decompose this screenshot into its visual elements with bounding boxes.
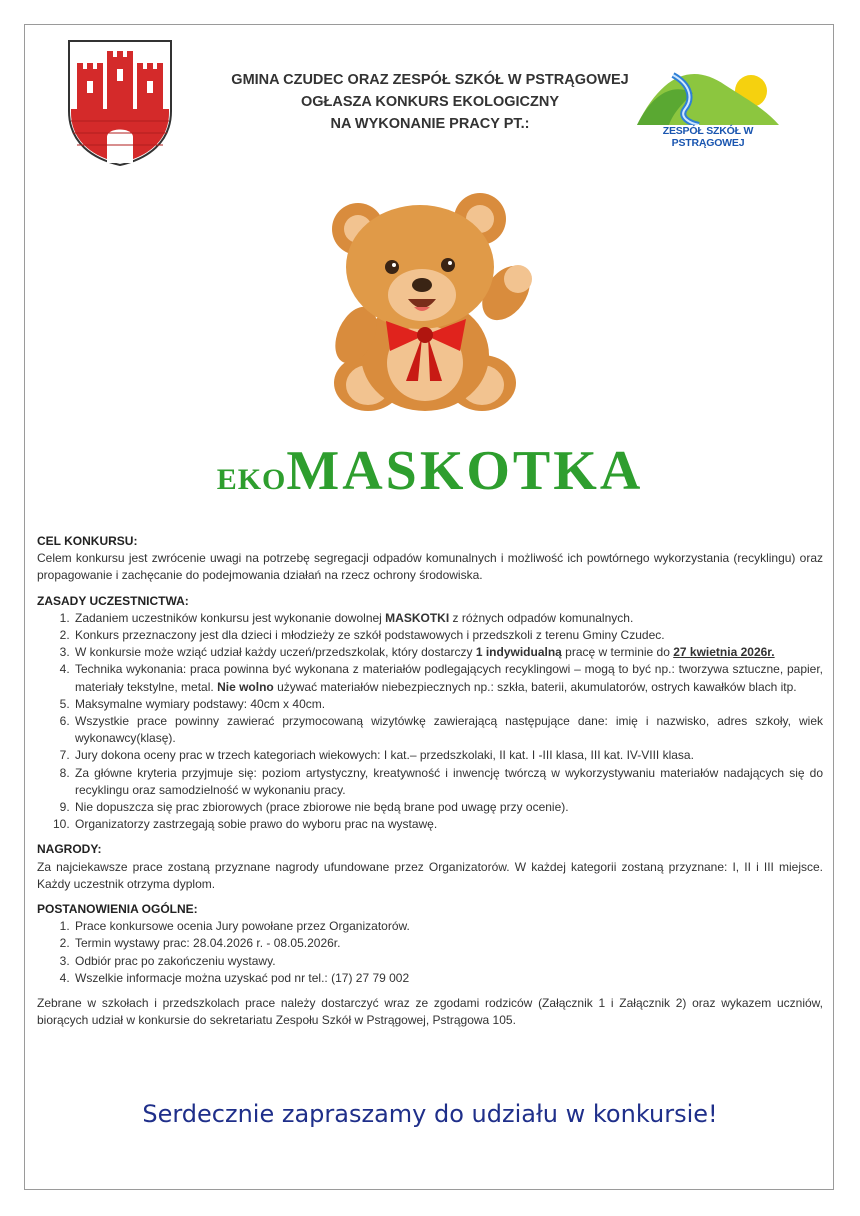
zasady-item-5: 5. Maksymalne wymiary podstawy: 40cm x 40cm.: [73, 696, 823, 713]
heading-cel: CEL KONKURSU:: [37, 534, 138, 548]
header-line-3: NA WYKONANIE PRACY PT.:: [330, 116, 530, 132]
postanowienia-list: [37, 918, 823, 987]
postanowienia-item: 1. Prace konkursowe ocenia Jury powołane przez Organizatorów.: [73, 918, 823, 935]
poster-header: [175, 69, 685, 135]
title-prefix: EKO: [216, 463, 287, 496]
poster-page: [24, 24, 834, 1190]
section-nagrody: [37, 841, 823, 893]
title-main: MASKOTKA: [286, 440, 644, 502]
header-line-1: GMINA CZUDEC ORAZ ZESPÓŁ SZKÓŁ W PSTRĄGOWEJ: [231, 72, 629, 88]
zasady-item-9: 9. Nie dopuszcza się prac zbiorowych (prace zbiorowe nie będą brane pod uwagę przy ocenie).: [73, 799, 823, 816]
section-zasady: [37, 593, 823, 834]
zasady-item-6: 6. Wszystkie prace powinny zawierać przymocowaną wizytówkę zawierającą następujące dane: imię i nazwisko, adres szkoły, wiek wykonawcy(klasę).: [73, 713, 823, 747]
invitation-text: Serdecznie zapraszamy do udziału w konkursie!: [142, 1100, 718, 1128]
zasady-list: [37, 610, 823, 834]
cel-text: Celem konkursu jest zwrócenie uwagi na potrzebę segregacji odpadów komunalnych i możliwość ich powtórnego wykorzystania (recyklingu) oraz propagowanie i zachęcanie do podejmowania działań na rzecz ochrony środowiska.: [37, 551, 823, 583]
school-logo: [633, 63, 783, 147]
zasady-item-3: 3. W konkursie może wziąć udział każdy uczeń/przedszkolak, który dostarczy 1 indywidualną pracę w terminie do 27 kwietnia 2026r.: [73, 644, 823, 661]
zasady-item-1: 1. Zadaniem uczestników konkursu jest wykonanie dowolnej MASKOTKI z różnych odpadów komunalnych.: [73, 610, 823, 627]
poster-content: [37, 533, 823, 1037]
postanowienia-item: 2. Termin wystawy prac: 28.04.2026 r. - 08.05.2026r.: [73, 935, 823, 952]
header-line-2: OGŁASZA KONKURS EKOLOGICZNY: [300, 94, 560, 110]
zasady-item-8: 8. Za główne kryteria przyjmuje się: poziom artystyczny, kreatywność i inwencję twórczą w wykorzystywaniu materiałów nadających się do recyklingu oraz samodzielność w wykonaniu pracy.: [73, 765, 823, 799]
postanowienia-item: 3. Odbiór prac po zakończeniu wystawy.: [73, 953, 823, 970]
heading-postanowienia: POSTANOWIENIA OGÓLNE:: [37, 902, 198, 917]
czudec-crest-logo: [67, 39, 173, 167]
deadline-date: 27 kwietnia 2026r.: [673, 645, 775, 660]
zasady-item-2: 2. Konkurs przeznaczony jest dla dzieci i młodzieży ze szkół podstawowych i przedszkoli z terenu Gminy Czudec.: [73, 627, 823, 644]
closing-text: Zebrane w szkołach i przedszkolach prace należy dostarczyć wraz ze zgodami rodziców (Załącznik 1 i Załącznik 2) oraz wykazem uczniów, biorących udział w konkursie do sekretariatu Zespołu Szkół w Pstrągowej, Pstrągowa 105.: [37, 996, 823, 1028]
zasady-item-4: 4. Technika wykonania: praca powinna być wykonana z materiałów podlegających recyklingowi – mogą to być np.: tworzywa sztuczne, papier, materiały tekstylne, metal. Nie wolno używać materiałów niebezpiecznych np.: szkła, baterii, akumulatorów, ostrych kawałków blach itp.: [73, 661, 823, 695]
hills-sun-icon: [633, 63, 783, 125]
school-logo-text: ZESPÓŁ SZKÓŁ W PSTRĄGOWEJ: [662, 125, 754, 149]
heading-nagrody: NAGRODY:: [37, 842, 102, 857]
zasady-item-10: 10. Organizatorzy zastrzegają sobie prawo do wyboru prac na wystawę.: [73, 816, 823, 833]
poster-title: [25, 439, 835, 503]
heading-zasady: ZASADY UCZESTNICTWA:: [37, 593, 189, 608]
section-cel: [37, 533, 823, 585]
section-postanowienia: [37, 901, 823, 1029]
zasady-item-7: 7. Jury dokona oceny prac w trzech kategoriach wiekowych: I kat.– przedszkolaki, II kat. I -III klasa, III kat. IV-VIII klasa.: [73, 747, 823, 764]
postanowienia-item: 4. Wszelkie informacje można uzyskać pod nr tel.: (17) 27 79 002: [73, 970, 823, 987]
nagrody-text: Za najciekawsze prace zostaną przyznane nagrody ufundowane przez Organizatorów. W każdej kategorii zostaną przyznane: I, II i III miejsce. Każdy uczestnik otrzyma dyplom.: [37, 859, 823, 891]
teddy-bear-illustration: [310, 185, 540, 415]
